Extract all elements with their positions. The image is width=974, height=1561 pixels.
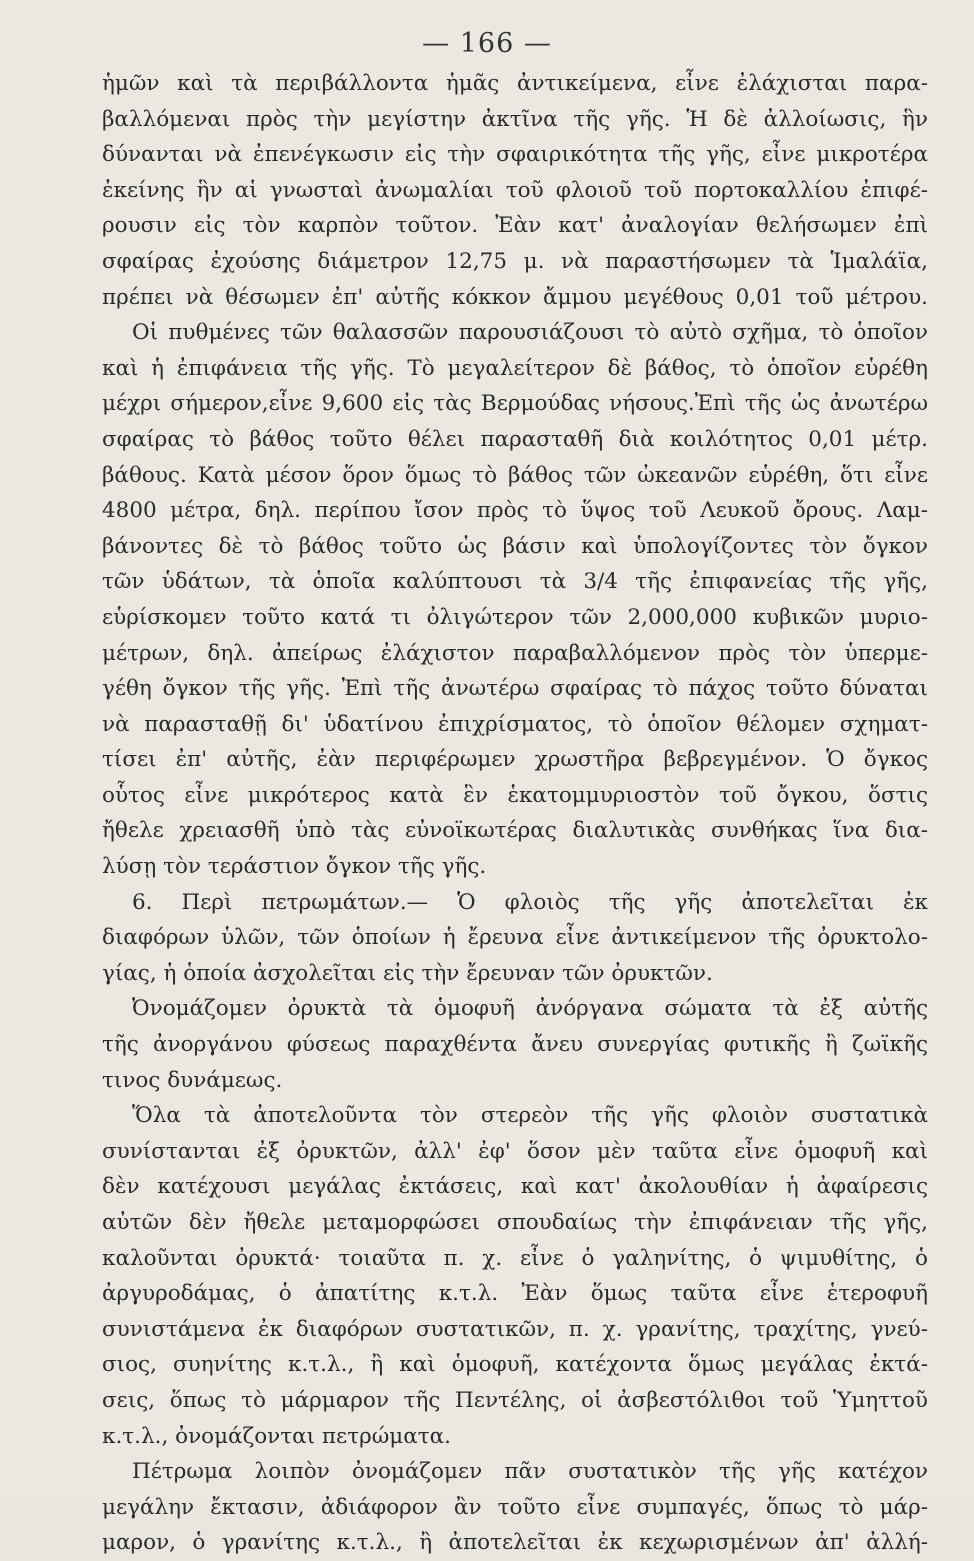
body-text bbox=[102, 66, 928, 1561]
text-line: καὶ ἡ ἐπιφάνεια τῆς γῆς. Τὸ μεγαλείτερον δὲ βάθος, τὸ ὁποῖον εὑρέθη bbox=[102, 355, 928, 381]
text-line: δὲν κατέχουσι μεγάλας ἐκτάσεις, καὶ κατ' ἀκολουθίαν ἡ ἀφαίρεσις bbox=[102, 1174, 928, 1200]
text-line: γέθη ὄγκον τῆς γῆς. Ἐπὶ τῆς ἀνωτέρω σφαίρας τὸ πάχος τοῦτο δύναται bbox=[102, 676, 928, 702]
text-line: εὑρίσκομεν τοῦτο κατά τι ὀλιγώτερον τῶν 2,000,000 κυβικῶν μυριο- bbox=[102, 604, 928, 630]
text-line: κ.τ.λ., ὀνομάζονται πετρώματα. bbox=[102, 1423, 451, 1449]
text-line: ἀργυροδάμας, ὁ ἀπατίτης κ.τ.λ. Ἐὰν ὅμως ταῦτα εἶνε ἑτεροφυῆ bbox=[102, 1281, 928, 1307]
text-line: μέτρων, δηλ. ἀπείρως ἐλάχιστον παραβαλλόμενον πρὸς τὸν ὑπερμε- bbox=[102, 640, 928, 666]
text-line: ἤθελε χρειασθῆ ὑπὸ τὰς εὐνοϊκωτέρας διαλυτικὰς συνθήκας ἵνα δια- bbox=[102, 818, 928, 844]
text-line: Ὀνομάζομεν ὀρυκτὰ τὰ ὁμοφυῆ ἀνόργανα σώματα τὰ ἐξ αὐτῆς bbox=[132, 996, 928, 1022]
text-line: βαλλόμεναι πρὸς τὴν μεγίστην ἀκτῖνα τῆς γῆς. Ἡ δὲ ἀλλοίωσις, ἣν bbox=[102, 106, 928, 132]
text-line: τῶν ὑδάτων, τὰ ὁποῖα καλύπτουσι τὰ 3/4 τῆς ἐπιφανείας τῆς γῆς, bbox=[102, 569, 928, 595]
text-line: βάνοντες δὲ τὸ βάθος τοῦτο ὡς βάσιν καὶ ὑπολογίζοντες τὸν ὄγκον bbox=[102, 533, 928, 559]
text-line: 4800 μέτρα, δηλ. περίπου ἴσον πρὸς τὸ ὕψος τοῦ Λευκοῦ ὄρους. Λαμ- bbox=[102, 498, 928, 524]
text-line: δύνανται νὰ ἐπενέγκωσιν εἰς τὴν σφαιρικότητα τῆς γῆς, εἶνε μικροτέρα bbox=[102, 142, 928, 168]
text-line: μέχρι σήμερον,εἶνε 9,600 εἰς τὰς Βερμούδας νήσους.Ἐπὶ τῆς ὡς ἀνωτέρω bbox=[102, 391, 928, 417]
text-line: σφαίρας τὸ βάθος τοῦτο θέλει παρασταθῆ διὰ κοιλότητος 0,01 μέτρ. bbox=[102, 426, 928, 452]
text-line: αὐτῶν δὲν ἤθελε μεταμορφώσει σπουδαίως τὴν ἐπιφάνειαν τῆς γῆς, bbox=[102, 1210, 928, 1235]
text-line: τῆς ἀνοργάνου φύσεως παραχθέντα ἄνευ συνεργίας φυτικῆς ἢ ζωϊκῆς bbox=[102, 1032, 928, 1058]
text-line: Πέτρωμα λοιπὸν ὀνομάζομεν πᾶν συστατικὸν τῆς γῆς κατέχον bbox=[132, 1459, 928, 1485]
text-line: μαρον, ὁ γρανίτης κ.τ.λ., ἢ ἀποτελεῖται ἐκ κεχωρισμένων ἀπ' ἀλλή- bbox=[102, 1530, 928, 1556]
text-line: βάθους. Κατὰ μέσον ὅρον ὅμως τὸ βάθος τῶν ὠκεανῶν εὑρέθη, ὅτι εἶνε bbox=[102, 462, 928, 488]
text-line: συνίστανται ἐξ ὀρυκτῶν, ἀλλ' ἐφ' ὅσον μὲν ταῦτα εἶνε ὁμοφυῆ καὶ bbox=[102, 1138, 928, 1164]
text-line: οὗτος εἶνε μικρότερος κατὰ ἓν ἑκατομμυριοστὸν τοῦ ὄγκου, ὅστις bbox=[102, 782, 928, 808]
text-line: σιος, συηνίτης κ.τ.λ., ἢ καὶ ὁμοφυῆ, κατέχοντα ὅμως μεγάλας ἐκτά- bbox=[102, 1352, 928, 1378]
text-line: διαφόρων ὑλῶν, τῶν ὁποίων ἡ ἔρευνα εἶνε ἀντικείμενον τῆς ὀρυκτολο- bbox=[102, 925, 928, 951]
text-line: ἡμῶν καὶ τὰ περιβάλλοντα ἡμᾶς ἀντικείμενα, εἶνε ἐλάχισται παρα- bbox=[102, 71, 928, 96]
text-line: λύσῃ τὸν τεράστιον ὄγκον τῆς γῆς. bbox=[102, 854, 487, 880]
text-line: Οἱ πυθμένες τῶν θαλασσῶν παρουσιάζουσι τὸ αὐτὸ σχῆμα, τὸ ὁποῖον bbox=[132, 320, 928, 346]
text-line: Ὅλα τὰ ἀποτελοῦντα τὸν στερεὸν τῆς γῆς φλοιὸν συστατικὰ bbox=[132, 1103, 928, 1129]
text-line: σφαίρας ἐχούσης διάμετρον 12,75 μ. νὰ παραστήσωμεν τὰ Ἱμαλάϊα, bbox=[102, 248, 928, 274]
page-number: — 166 — bbox=[422, 28, 552, 59]
text-line: ἐκείνης ἣν αἱ γνωσταὶ ἀνωμαλίαι τοῦ φλοιοῦ τοῦ πορτοκαλλίου ἐπιφέ- bbox=[102, 177, 928, 203]
text-line: 6. Περὶ πετρωμάτων.— Ὁ φλοιὸς τῆς γῆς ἀποτελεῖται ἐκ bbox=[132, 889, 928, 915]
text-line: τινος δυνάμεως. bbox=[102, 1067, 283, 1093]
text-line: γίας, ἡ ὁποία ἀσχολεῖται εἰς τὴν ἔρευναν τῶν ὀρυκτῶν. bbox=[102, 960, 713, 986]
text-line: τίσει ἐπ' αὐτῆς, ἐὰν περιφέρωμεν χρωστῆρα βεβρεγμένον. Ὁ ὄγκος bbox=[102, 747, 928, 773]
text-line: σεις, ὅπως τὸ μάρμαρον τῆς Πεντέλης, οἱ ἀσβεστόλιθοι τοῦ Ὑμηττοῦ bbox=[102, 1387, 928, 1413]
text-line: συνιστάμενα ἐκ διαφόρων συστατικῶν, π. χ. γρανίτης, τραχίτης, γνεύ- bbox=[102, 1316, 928, 1342]
text-line: καλοῦνται ὀρυκτά· τοιαῦτα π. χ. εἶνε ὁ γαληνίτης, ὁ ψιμυθίτης, ὁ bbox=[102, 1245, 928, 1271]
text-line: πρέπει νὰ θέσωμεν ἐπ' αὐτῆς κόκκον ἄμμου μεγέθους 0,01 τοῦ μέτρου. bbox=[102, 284, 928, 310]
text-line: ρουσιν εἰς τὸν καρπὸν τοῦτον. Ἐὰν κατ' ἀναλογίαν θελήσωμεν ἐπὶ bbox=[102, 213, 928, 239]
text-line: νὰ παρασταθῇ δι' ὑδατίνου ἐπιχρίσματος, τὸ ὁποῖον θέλομεν σχηματ- bbox=[102, 711, 928, 737]
text-line: μεγάλην ἔκτασιν, ἀδιάφορον ἂν τοῦτο εἶνε συμπαγές, ὅπως τὸ μάρ- bbox=[102, 1494, 928, 1520]
